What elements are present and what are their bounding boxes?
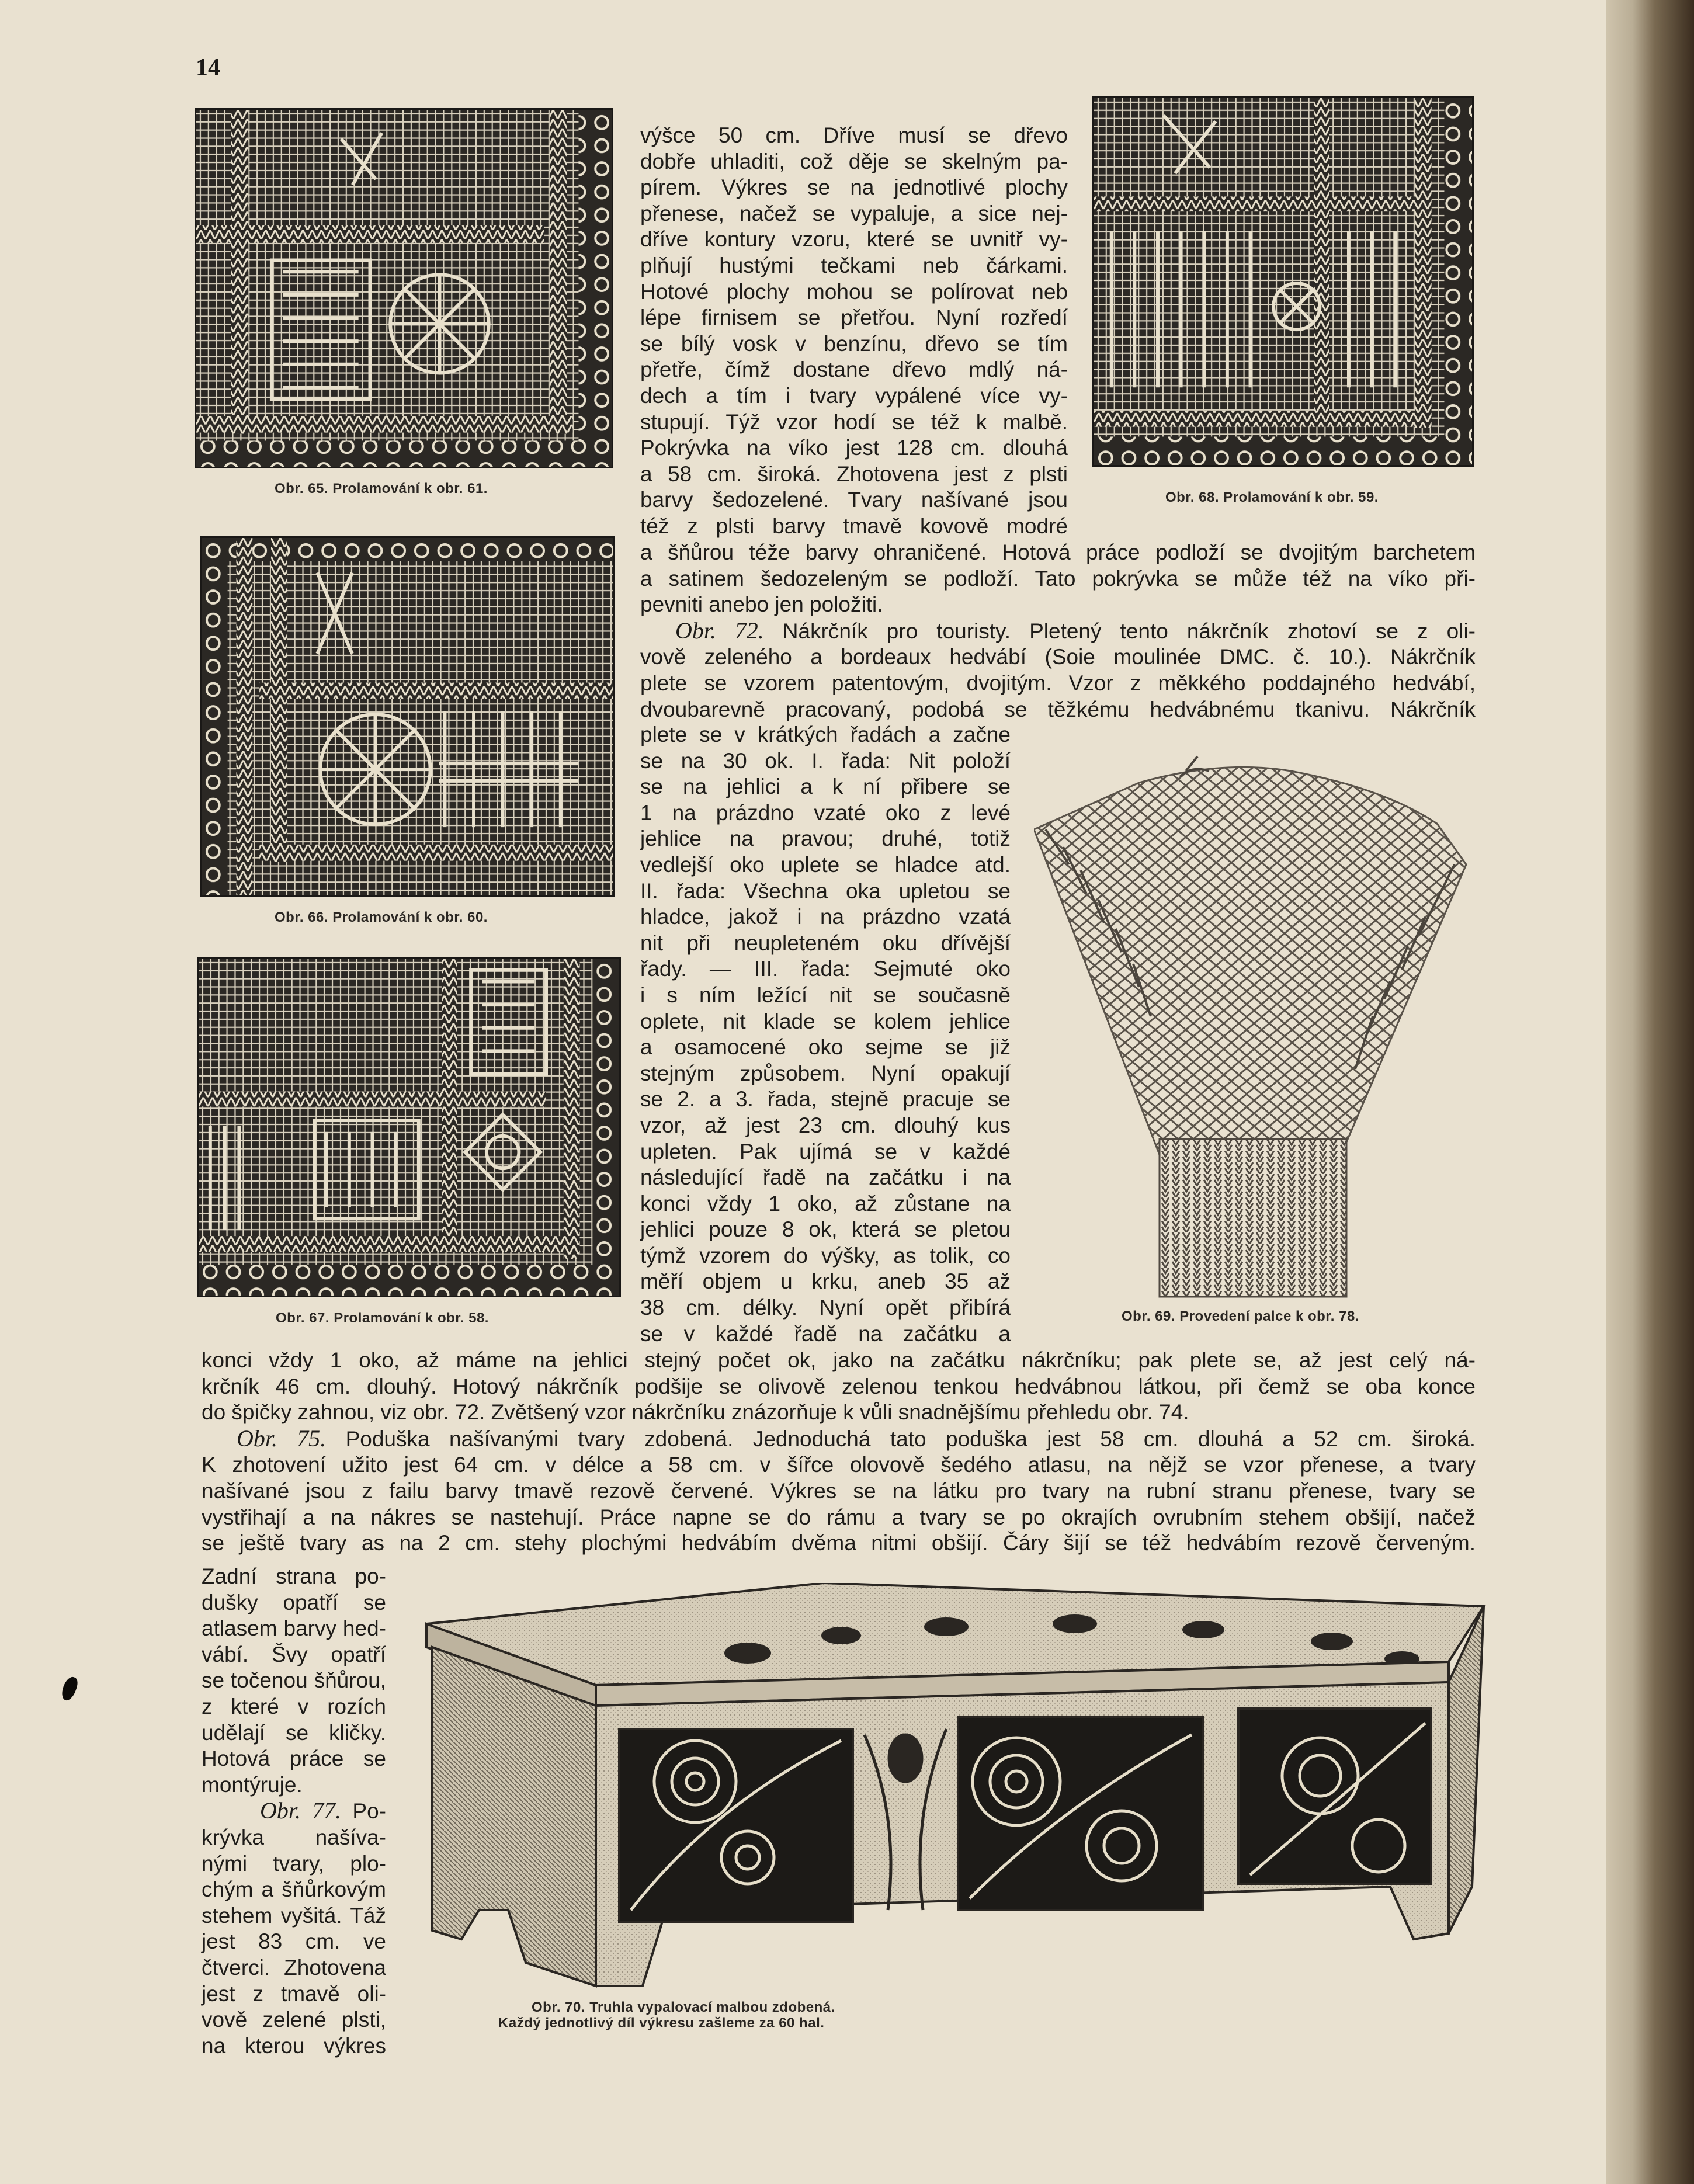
text-line: následující řadě na začátku i na [640,1165,1011,1190]
paragraph-obr-77 [202,1798,386,1825]
text-line: plete se v krátkých řadách a začne [640,723,1011,746]
text-line: a 58 cm. široká. Zhotovena jest z plsti [640,461,1068,486]
text-line: 38 cm. délky. Nyní opět přibírá [640,1296,1011,1320]
text-column-middle [640,123,1068,540]
text-line: upleten. Pak ujímá se v každé [640,1139,1011,1164]
text-line: dobře uhladiti, což děje se skelným pa- [640,149,1068,173]
text-span: Poduška našívanými tvary zdobená. Jednoduchá tato poduška jest 58 cm. dlouhá a 52 cm. široká. [326,1426,1476,1451]
text-line: měří objem u krku, aneb 35 až [640,1269,1011,1294]
text-line: dech a tím i tvary vypálené více vy- [640,383,1068,408]
text-line: se na 30 ok. I. řada: Nit položí [640,748,1011,773]
text-line: vedlejší oko uplete se hladce atd. [640,852,1011,877]
text-line: se 2. a 3. řada, stejně pracuje se [640,1087,1011,1112]
text-line: Hotové plochy mohou se polírovat neb [640,279,1068,304]
text-line: K zhotovení užito jest 64 cm. v délce a 58 cm. v šířce olovově šedého atlasu, na nějž se vzor přenese, a tvary [202,1453,1476,1477]
text-span: Po- [341,1799,386,1824]
figure-reference: Obr. 77. [260,1797,342,1824]
text-line: pírem. Výkres se na jednotlivé plochy [640,175,1068,200]
text-line: nit při neupleteném oku dřívější [640,930,1011,955]
paragraph-obr-75 [202,1426,1476,1453]
text-line: čtverci. Zhotovena [202,1955,386,1980]
text-line: vábí. Švy opatří [202,1642,386,1666]
text-line: krývka našíva- [202,1825,386,1849]
text-line: výšce 50 cm. Dříve musí se dřevo [640,123,1068,147]
figure-69-caption: Obr. 69. Provedení palce k obr. 78. [1122,1308,1360,1324]
text-line: se bílý vosk v benzínu, dřevo se tím [640,331,1068,356]
figure-reference: Obr. 72. [675,617,764,644]
drawnwork-lace-image [1094,98,1472,465]
text-line: II. řada: Všechna oka upletou se [640,879,1011,903]
text-line: nými tvary, plo- [202,1851,386,1876]
figure-65-caption: Obr. 65. Prolamování k obr. 61. [275,481,488,496]
page-number: 14 [196,54,220,81]
text-line: vystřihají a na nákres se nastehují. Práce napne se do rámu a tvary se po okrajích ovrubním stehem obšijí, načež [202,1505,1476,1529]
text-line: do špičky zahnou, viz obr. 72. Zvětšený vzor nákrčníku znázorňuje k vůli snadnějšímu přehledu obr. 74. [202,1400,1189,1425]
figure-66-caption: Obr. 66. Prolamování k obr. 60. [275,909,488,925]
text-line: atlasem barvy hed- [202,1616,386,1641]
text-line: přetře, čímž dostane dřevo mdlý ná- [640,357,1068,382]
ink-blot [59,1675,79,1703]
text-line: vově zelené plsti, [202,2008,386,2032]
text-line: stejným způsobem. Nyní opakují [640,1061,1011,1085]
text-line: 1 na prázdno vzaté oko z levé [640,800,1011,825]
text-line: jehlici pouze 8 ok, která se pletou [640,1217,1011,1242]
figure-67-caption: Obr. 67. Prolamování k obr. 58. [276,1310,489,1326]
text-line: montýruje. [202,1772,303,1797]
text-span: Nákrčník pro touristy. Pletený tento nákrčník zhotoví se z oli- [763,619,1476,643]
text-line: též z plsti barvy tmavě kovově modré [640,513,1068,538]
text-line: hladce, jakož i na prázdno vzatá [640,905,1011,929]
figure-65-lace [195,108,613,468]
text-line: dušky opatří se [202,1590,386,1614]
text-line: vzor, až jest 23 cm. dlouhý kus [640,1113,1011,1137]
text-block-full-width [202,1348,1476,1557]
text-line: řady. — III. řada: Sejmuté oko [640,957,1011,981]
drawnwork-lace-image [202,538,613,895]
text-column-knitting [640,722,1011,1347]
text-line: se v každé řadě na začátku a [640,1321,1011,1346]
text-line: Zadní strana po- [202,1564,386,1588]
text-line: stehem vyšitá. Táž [202,1903,386,1928]
text-line: chým a šňůrkovým [202,1877,386,1902]
text-line: týmž vzorem do výšky, as tolik, co [640,1243,1011,1268]
drawnwork-lace-image [199,959,619,1296]
figure-68-lace [1092,96,1474,467]
figure-66-lace [200,536,615,897]
text-line: na kterou výkres [202,2033,386,2058]
text-block-wide-1 [640,540,1476,723]
text-column-left-bottom [202,1564,386,2059]
paragraph-obr-72 [640,618,1476,645]
figure-69-knitted-thumb [1034,754,1501,1303]
text-line: plňují hustými tečkami neb čárkami. [640,253,1068,277]
text-line: se ještě tvary as na 2 cm. stehy plochými hedvábím dvěma nitmi obšijí. Čáry šijí se též hedvábím rezově červeným. [202,1531,1476,1555]
figure-70-chest [421,1583,1490,1992]
text-line: Pokrývka na víko jest 128 cm. dlouhá [640,436,1068,460]
figure-reference: Obr. 75. [237,1425,327,1452]
book-spine [1606,0,1694,2184]
text-line: konci vždy 1 oko, až máme na jehlici stejný počet ok, jako na začátku nákrčníku; pak plete se, až jest celý ná- [202,1348,1476,1372]
figure-67-lace [197,957,621,1297]
text-line: přenese, načež se vypaluje, a sice nej- [640,201,1068,225]
text-line: z které v rozích [202,1694,386,1718]
figure-68-caption: Obr. 68. Prolamování k obr. 59. [1165,489,1379,505]
text-line: a osamocené oko sejme se již [640,1035,1011,1060]
figure-70-caption-line2: Každý jednotlivý díl výkresu zašleme za 60 hal. [498,2015,825,2031]
drawnwork-lace-image [196,110,612,467]
text-line: našívané jsou z failu barvy tmavě rezově červené. Výkres se na látku pro tvary na rubní stranu přenese, tvary se [202,1478,1476,1503]
text-line: Hotová práce se [202,1746,386,1771]
text-line: dvoubarevně pracovaný, podobá se těžkému hedvábnému tkanivu. Nákrčník [640,697,1476,721]
text-line: se točenou šňůrou, [202,1668,386,1693]
text-line: a satinem šedozeleným se podloží. Tato pokrývka se může též na víko při- [640,566,1476,591]
text-line: lépe firnisem se přetřou. Nyní rozředí [640,305,1068,330]
text-line: oplete, nit klade se kolem jehlice [640,1009,1011,1033]
text-line: jest z tmavě oli- [202,1981,386,2006]
text-line: dříve kontury vzoru, které se uvnitř vy- [640,227,1068,252]
figure-70-caption-line1: Obr. 70. Truhla vypalovací malbou zdobená. [532,1999,835,2015]
text-line: vově zeleného a bordeaux hedvábí (Soie moulinée DMC. č. 10.). Nákrčník [640,645,1476,669]
text-line: se na jehlici a k ní přibere se [640,775,1011,799]
text-line: stupují. Týž vzor hodí se též k malbě. [640,409,1068,434]
text-line: barvy šedozelené. Tvary našívané jsou [640,488,1068,512]
text-line: udělají se kličky. [202,1720,386,1745]
text-line: krčník 46 cm. dlouhý. Hotový nákrčník podšije se olivově zelenou tenkou hedvábnou látkou, při čemž se oba konce [202,1374,1476,1398]
text-line: pevniti anebo jen položiti. [640,592,883,617]
text-line: jehlice na pravou; druhé, totiž [640,827,1011,851]
knitted-lace-image [1034,754,1501,1303]
text-line: jest 83 cm. ve [202,1929,386,1954]
text-line: a šňůrou téže barvy ohraničené. Hotová práce podloží se dvojitým barchetem [640,540,1476,564]
pyrography-chest-image [421,1583,1490,1992]
text-line: i s ním ležící nit se současně [640,982,1011,1007]
text-line: konci vždy 1 oko, až zůstane na [640,1191,1011,1216]
text-line: plete se vzorem patentovým, dvojitým. Vzor z měkkého poddajného hedvábí, [640,671,1476,695]
